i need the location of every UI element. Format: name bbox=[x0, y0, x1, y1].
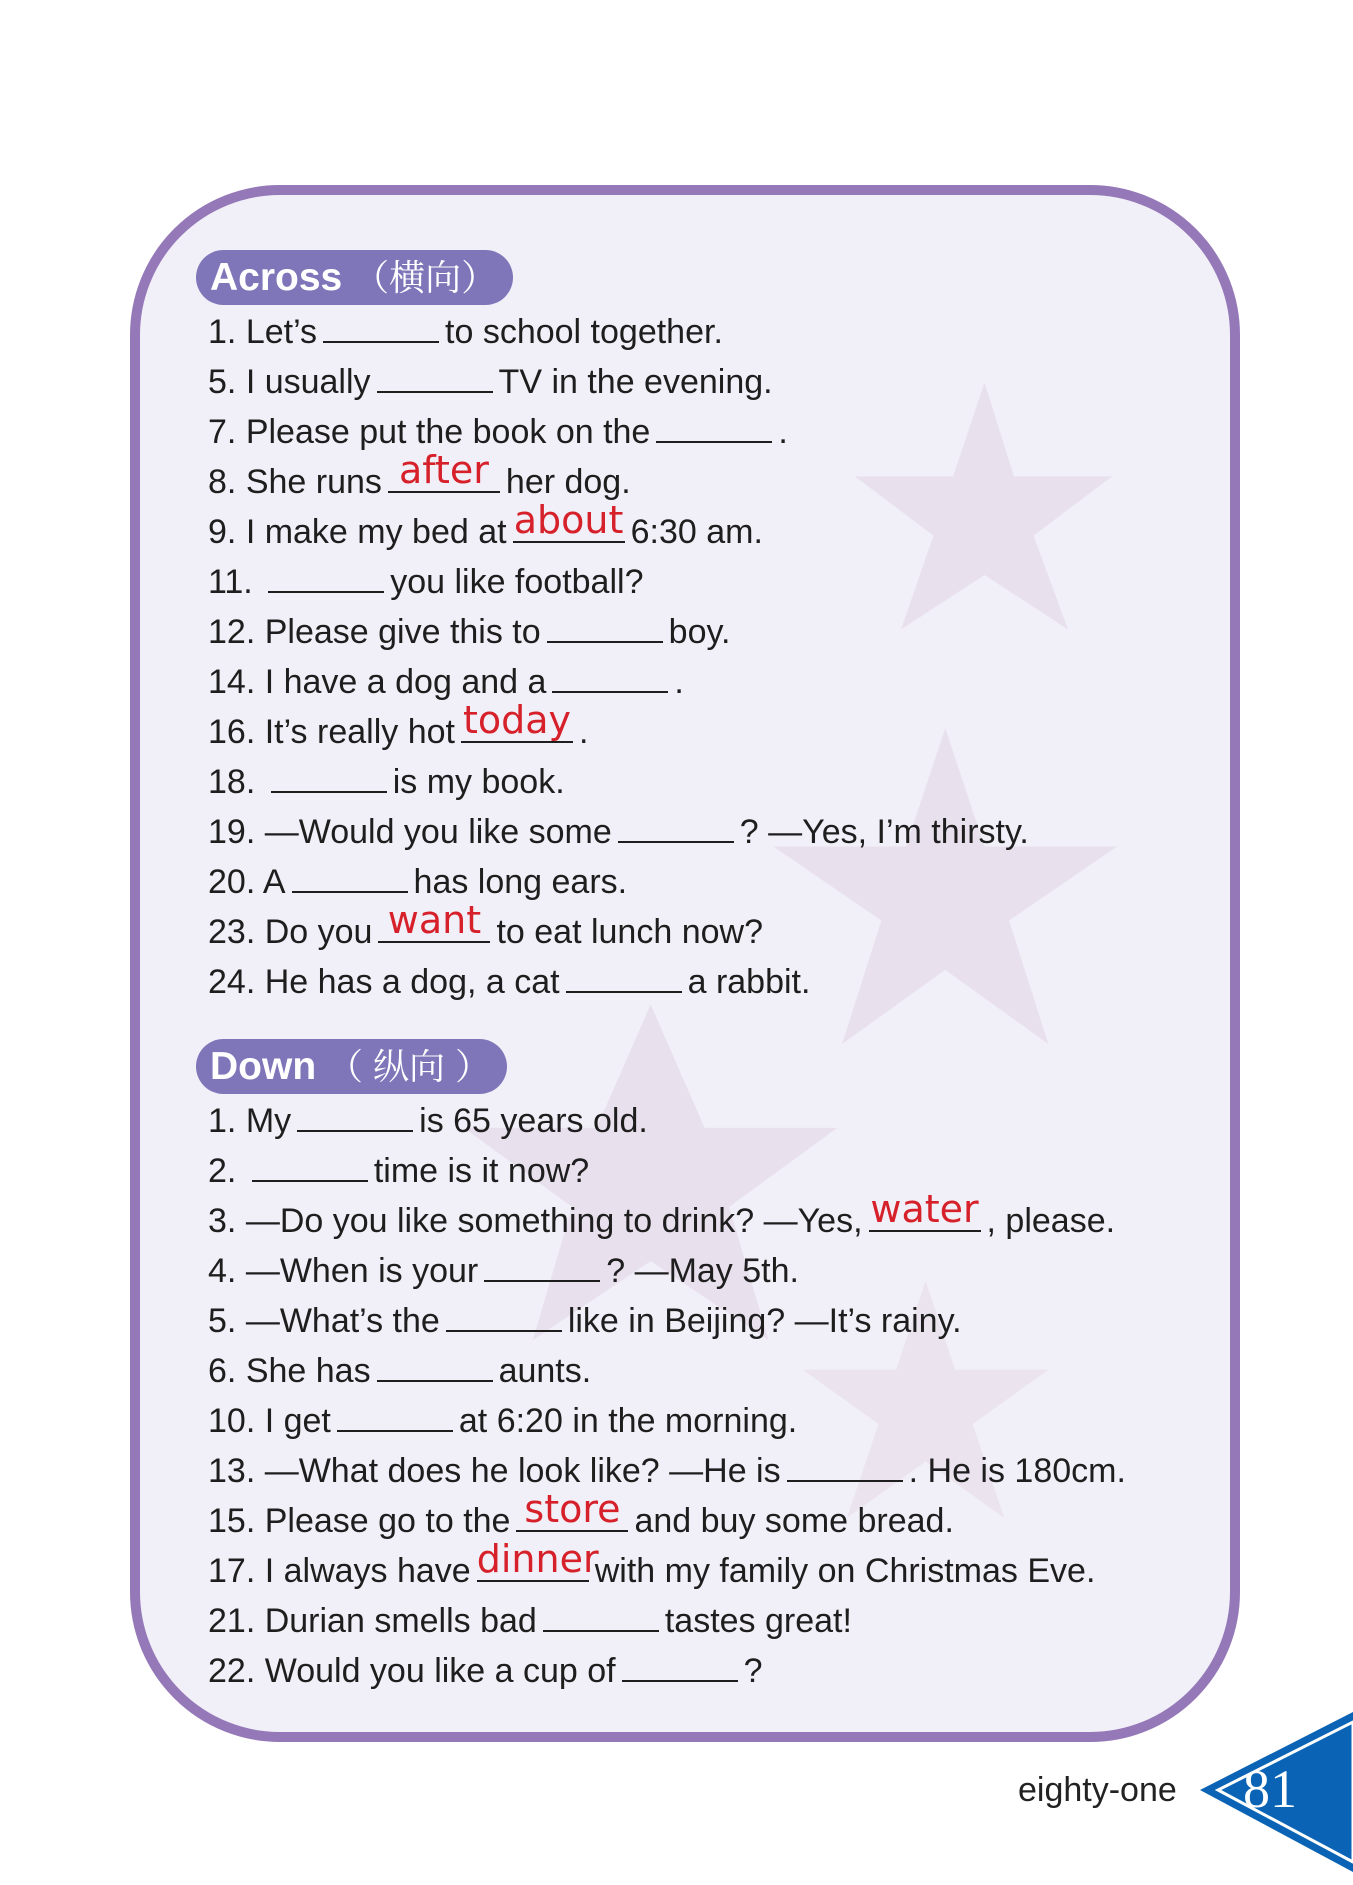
clue-text-after: aunts. bbox=[498, 1352, 592, 1390]
across-title-cn: （横向） bbox=[353, 257, 498, 298]
clue-text-before: I make my bed at bbox=[245, 513, 507, 551]
clue-row bbox=[208, 1651, 763, 1691]
clue-number: 5. bbox=[208, 1302, 237, 1340]
page-number-word: eighty-one bbox=[1018, 1771, 1177, 1809]
clue-number: 11. bbox=[208, 563, 253, 601]
clue-text-before: —When is your bbox=[245, 1252, 479, 1290]
clue-row bbox=[208, 312, 723, 352]
clue-text-after: . bbox=[778, 413, 788, 451]
clue-number: 13. bbox=[208, 1452, 256, 1490]
answer-blank[interactable] bbox=[516, 1487, 628, 1532]
clue-number: 17. bbox=[208, 1552, 256, 1590]
clue-text-after: is 65 years old. bbox=[419, 1102, 648, 1140]
clue-row bbox=[208, 898, 763, 952]
handwritten-answer: about bbox=[513, 498, 624, 542]
clue-text-after: with my family on Christmas Eve. bbox=[594, 1552, 1096, 1590]
clue-text-before: I get bbox=[264, 1402, 331, 1440]
clue-row bbox=[208, 1601, 852, 1641]
answer-blank[interactable] bbox=[323, 313, 439, 343]
clue-number: 16. bbox=[208, 713, 256, 751]
clue-text-before: Let’s bbox=[245, 313, 318, 351]
handwritten-answer: today bbox=[462, 698, 571, 742]
clue-text-before: She has bbox=[245, 1352, 371, 1390]
clue-text-after: . bbox=[674, 663, 684, 701]
clue-text-before: My bbox=[245, 1102, 292, 1140]
clue-text-before: It’s really hot bbox=[264, 713, 455, 751]
clue-text-after: ? —May 5th. bbox=[606, 1252, 799, 1290]
clue-number: 7. bbox=[208, 413, 237, 451]
clue-number: 21. bbox=[208, 1602, 256, 1640]
clue-text-before: Please give this to bbox=[264, 613, 541, 651]
answer-blank[interactable] bbox=[297, 1102, 413, 1132]
clue-row bbox=[208, 612, 730, 652]
handwritten-answer: water bbox=[870, 1187, 979, 1231]
clue-text-before: She runs bbox=[245, 463, 382, 501]
clue-number: 22. bbox=[208, 1652, 256, 1690]
clue-row bbox=[208, 762, 565, 802]
clue-number: 20. bbox=[208, 863, 256, 901]
clue-number: 2. bbox=[208, 1152, 237, 1190]
clue-row bbox=[208, 362, 773, 402]
answer-blank[interactable] bbox=[543, 1602, 659, 1632]
clue-number: 10. bbox=[208, 1402, 256, 1440]
clue-number: 14. bbox=[208, 663, 256, 701]
clue-number: 15. bbox=[208, 1502, 256, 1540]
clue-number: 1. bbox=[208, 313, 237, 351]
clue-text-before: I always have bbox=[264, 1552, 471, 1590]
answer-blank[interactable] bbox=[292, 863, 408, 893]
down-header bbox=[196, 1039, 507, 1094]
clue-text-after: . bbox=[578, 713, 589, 751]
page-number: 81 bbox=[1243, 1759, 1297, 1819]
clue-text-after: , please. bbox=[986, 1202, 1116, 1240]
clue-text-before: —What’s the bbox=[245, 1302, 440, 1340]
clue-text-after: to school together. bbox=[445, 313, 723, 351]
answer-blank[interactable] bbox=[268, 563, 384, 593]
clue-number: 8. bbox=[208, 463, 237, 501]
clue-row bbox=[208, 448, 631, 502]
clue-number: 1. bbox=[208, 1102, 237, 1140]
answer-blank[interactable] bbox=[337, 1402, 453, 1432]
clue-text-after: time is it now? bbox=[373, 1152, 590, 1190]
clue-text-after: at 6:20 in the morning. bbox=[458, 1402, 798, 1440]
star-decoration bbox=[855, 383, 1112, 630]
answer-blank[interactable] bbox=[622, 1652, 738, 1682]
clue-text-before: A bbox=[262, 863, 286, 901]
answer-blank[interactable] bbox=[787, 1452, 903, 1482]
clue-text-after: 6:30 am. bbox=[630, 513, 763, 551]
clue-text-after: TV in the evening. bbox=[498, 363, 773, 401]
clue-number: 24. bbox=[208, 963, 256, 1001]
clue-row bbox=[208, 1401, 797, 1441]
answer-blank[interactable] bbox=[377, 363, 493, 393]
clue-row bbox=[208, 412, 788, 452]
handwritten-answer: after bbox=[398, 448, 489, 492]
clue-text-after: boy. bbox=[668, 613, 731, 651]
answer-blank[interactable] bbox=[461, 698, 573, 743]
clue-text-after: a rabbit. bbox=[687, 963, 811, 1001]
clue-text-before: He has a dog, a cat bbox=[264, 963, 560, 1001]
answer-blank[interactable] bbox=[513, 498, 625, 543]
clue-text-before: Please put the book on the bbox=[245, 413, 651, 451]
clue-text-after: to eat lunch now? bbox=[496, 913, 763, 951]
answer-blank[interactable] bbox=[252, 1152, 368, 1182]
clue-number: 18. bbox=[208, 763, 256, 801]
clue-row bbox=[208, 962, 810, 1002]
down-title: Down bbox=[210, 1045, 317, 1088]
answer-blank[interactable] bbox=[547, 613, 663, 643]
clue-row bbox=[208, 1487, 954, 1541]
answer-blank[interactable] bbox=[446, 1302, 562, 1332]
clue-row bbox=[208, 1451, 1126, 1491]
answer-blank[interactable] bbox=[566, 963, 682, 993]
answer-blank[interactable] bbox=[388, 448, 500, 493]
down-title-cn: （ 纵向 ） bbox=[327, 1046, 492, 1087]
clue-text-after: is my book. bbox=[392, 763, 565, 801]
answer-blank[interactable] bbox=[552, 663, 668, 693]
clue-row bbox=[208, 1101, 648, 1141]
clue-number: 19. bbox=[208, 813, 256, 851]
clue-text-before: —Do you like something to drink? —Yes, bbox=[245, 1202, 863, 1240]
across-header bbox=[196, 250, 513, 305]
clue-row bbox=[208, 1251, 799, 1291]
answer-blank[interactable] bbox=[618, 813, 734, 843]
clue-text-before: Would you like a cup of bbox=[264, 1652, 616, 1690]
clue-number: 23. bbox=[208, 913, 256, 951]
clue-text-after: . He is 180cm. bbox=[908, 1452, 1126, 1490]
clue-text-after: ? —Yes, I’m thirsty. bbox=[739, 813, 1029, 851]
clue-text-after: like in Beijing? —It’s rainy. bbox=[567, 1302, 962, 1340]
clue-number: 6. bbox=[208, 1352, 237, 1390]
clue-text-before: Do you bbox=[264, 913, 373, 951]
clue-row bbox=[208, 1151, 589, 1191]
clue-text-after: ? bbox=[743, 1652, 763, 1690]
clue-text-before: Durian smells bad bbox=[264, 1602, 537, 1640]
answer-blank[interactable] bbox=[378, 898, 490, 943]
answer-blank[interactable] bbox=[484, 1252, 600, 1282]
star-decoration bbox=[773, 728, 1117, 1044]
clue-row bbox=[208, 698, 589, 752]
clue-text-before: —Would you like some bbox=[264, 813, 612, 851]
clue-row bbox=[208, 1301, 962, 1341]
clue-row bbox=[208, 1187, 1116, 1241]
clue-row bbox=[208, 1351, 591, 1391]
answer-blank[interactable] bbox=[377, 1352, 493, 1382]
clue-text-before: I have a dog and a bbox=[264, 663, 547, 701]
clue-row bbox=[208, 812, 1029, 852]
across-title: Across bbox=[210, 256, 343, 299]
answer-blank[interactable] bbox=[869, 1187, 981, 1232]
clue-number: 5. bbox=[208, 363, 237, 401]
handwritten-answer: want bbox=[387, 898, 482, 942]
clue-text-before: —What does he look like? —He is bbox=[264, 1452, 781, 1490]
clue-row bbox=[208, 498, 763, 552]
clue-row bbox=[208, 862, 627, 902]
answer-blank[interactable] bbox=[656, 413, 772, 443]
answer-blank[interactable] bbox=[476, 1537, 599, 1582]
clue-number: 12. bbox=[208, 613, 256, 651]
clue-text-after: and buy some bread. bbox=[634, 1502, 954, 1540]
clue-text-after: you like football? bbox=[390, 563, 644, 601]
clue-text-before: I usually bbox=[245, 363, 371, 401]
clue-text-after: has long ears. bbox=[413, 863, 628, 901]
clue-text-before: Please go to the bbox=[264, 1502, 511, 1540]
clue-row bbox=[208, 662, 684, 702]
clue-row bbox=[208, 562, 643, 602]
clue-row bbox=[208, 1537, 1096, 1591]
answer-blank[interactable] bbox=[271, 763, 387, 793]
clue-number: 9. bbox=[208, 513, 237, 551]
handwritten-answer: dinner bbox=[476, 1537, 599, 1581]
clue-text-after: tastes great! bbox=[664, 1602, 852, 1640]
clue-number: 3. bbox=[208, 1202, 237, 1240]
clue-number: 4. bbox=[208, 1252, 237, 1290]
handwritten-answer: store bbox=[524, 1487, 621, 1531]
clue-text-after: her dog. bbox=[505, 463, 631, 501]
